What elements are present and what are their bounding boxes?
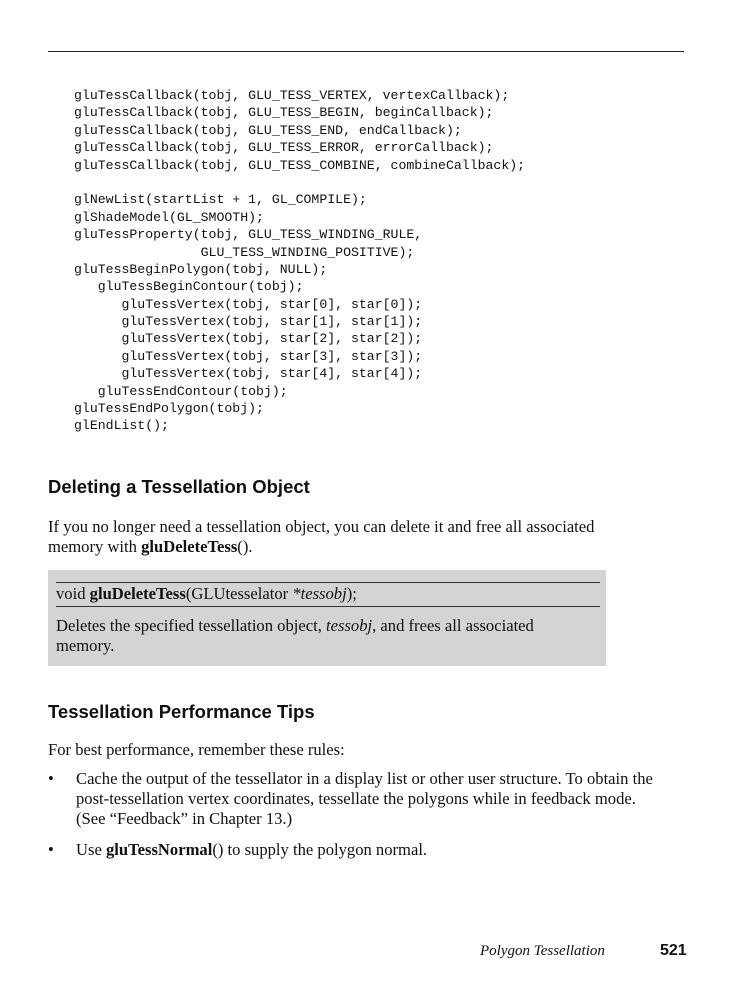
list-item-text: Use: [76, 840, 106, 859]
code-line: gluTessProperty(tobj, GLU_TESS_WINDING_RULE,: [74, 227, 423, 243]
code-line: gluTessCallback(tobj, GLU_TESS_VERTEX, vertexCallback);: [74, 88, 510, 103]
bullet-icon: •: [48, 769, 54, 788]
code-listing: [74, 87, 525, 435]
box-top-rule: [56, 582, 600, 583]
code-line: gluTessVertex(tobj, star[0], star[0]);: [74, 296, 423, 312]
signature-args-open: (GLUtesselator: [185, 584, 293, 603]
performance-tips-list: [48, 769, 668, 871]
page-number: 521: [660, 942, 687, 959]
signature-function-name: gluDeleteTess: [89, 584, 186, 603]
code-blank-line: [74, 174, 525, 191]
description-text: Deletes the specified tessellation object,: [56, 616, 327, 635]
code-line: glNewList(startList + 1, GL_COMPILE);: [74, 192, 367, 208]
performance-intro: For best performance, remember these rules:: [48, 740, 345, 759]
code-line: gluTessVertex(tobj, star[2], star[2]);: [74, 331, 423, 347]
signature-param: *tessobj: [292, 584, 347, 603]
box-signature-rule: [56, 606, 600, 607]
code-line: gluTessBeginPolygon(tobj, NULL);: [74, 261, 328, 277]
function-description: [56, 616, 596, 656]
header-rule: [48, 51, 684, 52]
function-reference-box: [48, 570, 606, 666]
code-line: gluTessCallback(tobj, GLU_TESS_END, endCallback);: [74, 122, 462, 138]
code-line: gluTessCallback(tobj, GLU_TESS_BEGIN, beginCallback);: [74, 105, 494, 121]
list-item: [48, 840, 668, 860]
list-item-text: Cache the output of the tessellator in a display list or other user structure. To obtain the post-tessellation vertex coordinates, tessellate the polygons while in feedback mode. (See “Feedback” in Chapter 13.): [76, 769, 653, 828]
list-item-tail: () to supply the polygon normal.: [212, 840, 428, 859]
code-line: gluTessVertex(tobj, star[1], star[1]);: [74, 314, 423, 330]
list-item: [48, 769, 668, 829]
code-line: gluTessEndPolygon(tobj);: [74, 401, 264, 417]
code-line: gluTessVertex(tobj, star[3], star[3]);: [74, 348, 423, 364]
function-name: gluDeleteTess: [141, 537, 238, 556]
code-line: GLU_TESS_WINDING_POSITIVE);: [74, 244, 415, 260]
code-line: gluTessEndContour(tobj);: [74, 383, 288, 399]
section-heading-performance: Tessellation Performance Tips: [48, 701, 315, 722]
function-signature: [56, 584, 357, 604]
code-line: gluTessCallback(tobj, GLU_TESS_ERROR, errorCallback);: [74, 140, 494, 156]
description-tail: , and frees all associated memory.: [56, 616, 534, 655]
deleting-paragraph: [48, 517, 608, 557]
bullet-icon: •: [48, 840, 54, 859]
code-line: glEndList();: [74, 418, 169, 434]
signature-return-type: void: [56, 584, 90, 603]
section-heading-deleting: Deleting a Tessellation Object: [48, 476, 310, 497]
signature-args-close: );: [346, 584, 357, 603]
deleting-paragraph-tail: ().: [237, 537, 253, 556]
function-name: gluTessNormal: [105, 840, 213, 859]
code-line: gluTessCallback(tobj, GLU_TESS_COMBINE, combineCallback);: [74, 157, 526, 173]
code-line: gluTessBeginContour(tobj);: [74, 279, 304, 295]
deleting-paragraph-text: If you no longer need a tessellation object, you can delete it and free all associated memory with: [48, 517, 595, 556]
description-param: tessobj: [326, 616, 373, 635]
running-footer-title: Polygon Tessellation: [480, 943, 605, 959]
code-line: glShadeModel(GL_SMOOTH);: [74, 209, 264, 225]
code-line: gluTessVertex(tobj, star[4], star[4]);: [74, 366, 423, 382]
